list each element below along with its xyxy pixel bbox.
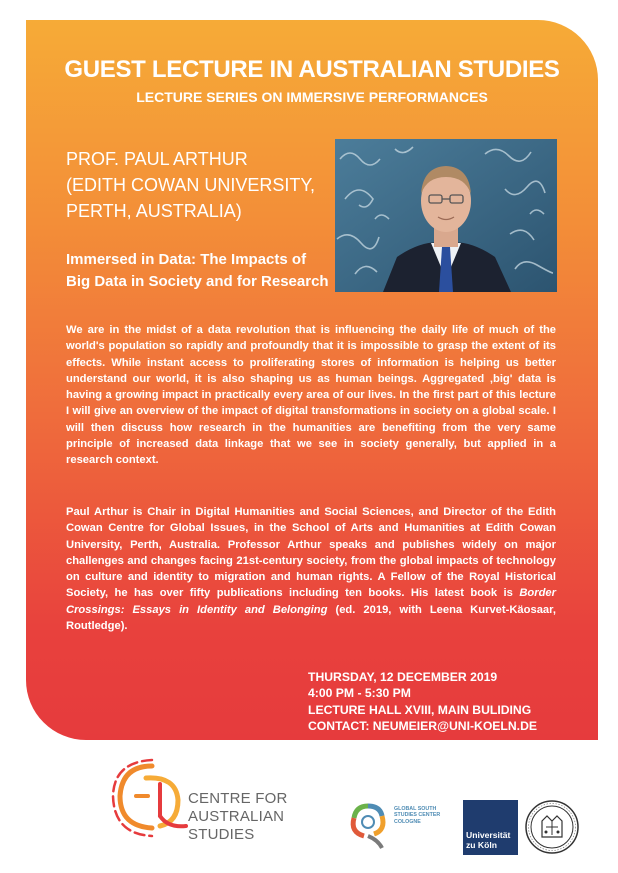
uni-seal-icon	[524, 799, 580, 855]
lecture-title	[66, 249, 336, 293]
speaker-photo	[335, 139, 557, 292]
book-title: Border Crossings: Essays in Identity and Belonging	[66, 587, 556, 616]
global-south-logo-text	[394, 806, 440, 825]
bio-text: Paul Arthur is Chair in Digital Humanities and Social Sciences, and Director of the Edith Cowan Centre for Global Issues, in the School of Arts and Humanities at Edith Cowan University, Perth, Australia. Professor Arthur speaks and publishes widely on major challenges and changes facing 21st-century society, from the global impacts of technology on culture and identity to migration and human rights. A Fellow of the Royal Historical Society, he has over fifty publications including ten books. His latest book is	[66, 506, 556, 600]
speaker-line: PERTH, AUSTRALIA)	[66, 201, 242, 221]
abstract-paragraph: We are in the midst of a data revolution that is influencing the daily life of much of the world's population so rapidly and profoundly that it is impossible to grasp the extent of its effects. While instant access to proliferating stores of information is helping us better understand our world, it is also shaping us as human beings. Aggregated ‚big' data is having a growing impact in practically every area of our lives. In the first part of this lecture I will give an overview of the impact of digital transformations in society on a global scale. I will then discuss how research in the humanities are benefiting from the very same principle of increased data linkage that we see in society generally, but applied in a research context.	[66, 324, 556, 467]
cas-line: AUSTRALIAN	[188, 808, 285, 825]
cas-logo-icon	[108, 756, 198, 842]
event-contact: CONTACT: NEUMEIER@UNI-KOELN.DE	[308, 718, 537, 733]
page-subtitle: LECTURE SERIES ON IMMERSIVE PERFORMANCES	[136, 89, 488, 105]
event-time: 4:00 PM - 5:30 PM	[308, 686, 411, 701]
uni-line: Universität	[466, 830, 511, 840]
uni-logo-text	[466, 830, 510, 850]
gs-line: STUDIES CENTER	[394, 812, 441, 819]
event-date: THURSDAY, 12 DECEMBER 2019	[308, 670, 498, 684]
page-title: GUEST LECTURE IN AUSTRALIAN STUDIES	[64, 56, 560, 83]
lecture-title-line: Big Data in Society and for Research	[66, 273, 329, 290]
global-south-logo-icon	[346, 800, 392, 850]
speaker-line: PROF. PAUL ARTHUR	[66, 149, 248, 169]
speaker-name	[66, 146, 326, 224]
speaker-line: (EDITH COWAN UNIVERSITY,	[66, 175, 316, 195]
bio-text-end: (ed. 2019, with Leena Kurvet-Käosaar, Routledge).	[66, 603, 556, 633]
gs-line: COLOGNE	[394, 818, 421, 825]
event-location: LECTURE HALL XVIII, MAIN BULIDING	[308, 702, 532, 717]
bio-paragraph	[66, 504, 556, 634]
cas-line: STUDIES	[188, 826, 255, 843]
cas-line: CENTRE FOR	[188, 790, 288, 807]
uni-line: zu Köln	[466, 840, 498, 850]
cas-logo-text	[188, 790, 288, 844]
lecture-title-line: Immersed in Data: The Impacts of	[66, 251, 307, 268]
event-details	[308, 669, 578, 734]
gs-line: GLOBAL SOUTH	[394, 806, 437, 812]
